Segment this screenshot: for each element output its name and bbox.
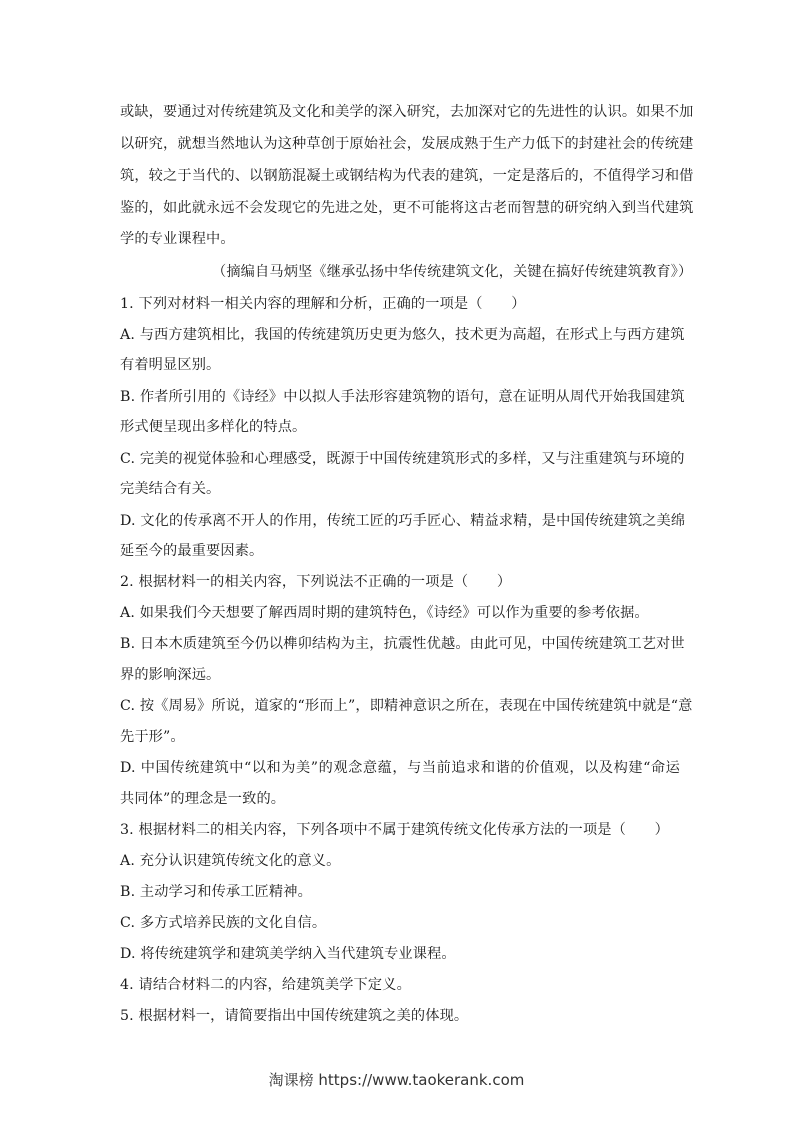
question-1-option-c: C. 完美的视觉体验和心理感受，既源于中国传统建筑形式的多样，又与注重建筑与环境的 bbox=[120, 451, 685, 467]
footer-watermark: 淘课榜 https://www.taokerank.com bbox=[268, 1071, 525, 1089]
question-3-option-d: D. 将传统建筑学和建筑美学纳入当代建筑专业课程。 bbox=[120, 946, 456, 962]
question-5: 5. 根据材料一，请简要指出中国传统建筑之美的体现。 bbox=[120, 1008, 469, 1024]
question-3-option-b: B. 主动学习和传承工匠精神。 bbox=[120, 884, 312, 900]
question-1-option-b: B. 作者所引用的《诗经》中以拟人手法形容建筑物的语句，意在证明从周代开始我国建筑 bbox=[120, 389, 685, 405]
question-2-option-d-cont: 共同体”的理念是一致的。 bbox=[120, 791, 286, 807]
passage-line-3: 筑，较之于当代的、以钢筋混凝土或钢结构为代表的建筑，一定是落后的，不值得学习和借 bbox=[120, 168, 694, 184]
question-1-option-d-cont: 延至今的最重要因素。 bbox=[120, 543, 264, 559]
question-2-option-b: B. 日本木质建筑至今仍以榫卯结构为主，抗震性优越。由此可见，中国传统建筑工艺对世 bbox=[120, 636, 685, 652]
passage-line-2: 以研究，就想当然地认为这种草创于原始社会，发展成熟于生产力低下的封建社会的传统建 bbox=[120, 136, 694, 152]
question-1-stem: 1. 下列对材料一相关内容的理解和分析，正确的一项是（ ） bbox=[120, 296, 526, 312]
question-3-stem: 3. 根据材料二的相关内容，下列各项中不属于建筑传统文化传承方法的一项是（ ） bbox=[120, 822, 669, 838]
question-3-option-a: A. 充分认识建筑传统文化的意义。 bbox=[120, 853, 341, 869]
question-2-option-c: C. 按《周易》所说，道家的“形而上”，即精神意识之所在，表现在中国传统建筑中就是“意 bbox=[120, 698, 693, 714]
question-3-option-c: C. 多方式培养民族的文化自信。 bbox=[120, 915, 327, 931]
passage-line-4: 鉴的，如此就永远不会发现它的先进之处，更不可能将这古老而智慧的研究纳入到当代建筑 bbox=[120, 200, 694, 216]
passage-line-5: 学的专业课程中。 bbox=[120, 231, 235, 247]
passage-line-1: 或缺，要通过对传统建筑及文化和美学的深入研究，去加深对它的先进性的认识。如果不加 bbox=[120, 104, 694, 120]
question-4: 4. 请结合材料二的内容，给建筑美学下定义。 bbox=[120, 977, 411, 993]
source-citation: （摘编自马炳坚《继承弘扬中华传统建筑文化，关键在搞好传统建筑教育》） bbox=[212, 264, 693, 280]
question-2-option-a: A. 如果我们今天想要了解西周时期的建筑特色，《诗经》可以作为重要的参考依据。 bbox=[120, 605, 649, 621]
question-1-option-a: A. 与西方建筑相比，我国的传统建筑历史更为悠久，技术更为高超，在形式上与西方建筑 bbox=[120, 327, 685, 343]
question-1-option-c-cont: 完美结合有关。 bbox=[120, 481, 221, 497]
question-1-option-a-cont: 有着明显区别。 bbox=[120, 357, 221, 373]
question-1-option-b-cont: 形式便呈现出多样化的特点。 bbox=[120, 419, 307, 435]
question-1-option-d: D. 文化的传承离不开人的作用，传统工匠的巧手匠心、精益求精，是中国传统建筑之美绵 bbox=[120, 513, 686, 529]
question-2-option-c-cont: 先于形”。 bbox=[120, 729, 185, 745]
question-2-option-b-cont: 界的影响深远。 bbox=[120, 667, 221, 683]
question-2-option-d: D. 中国传统建筑中“以和为美”的观念意蕴，与当前追求和谐的价值观，以及构建“命运 bbox=[120, 760, 680, 776]
question-2-stem: 2. 根据材料一的相关内容，下列说法不正确的一项是（ ） bbox=[120, 574, 512, 590]
